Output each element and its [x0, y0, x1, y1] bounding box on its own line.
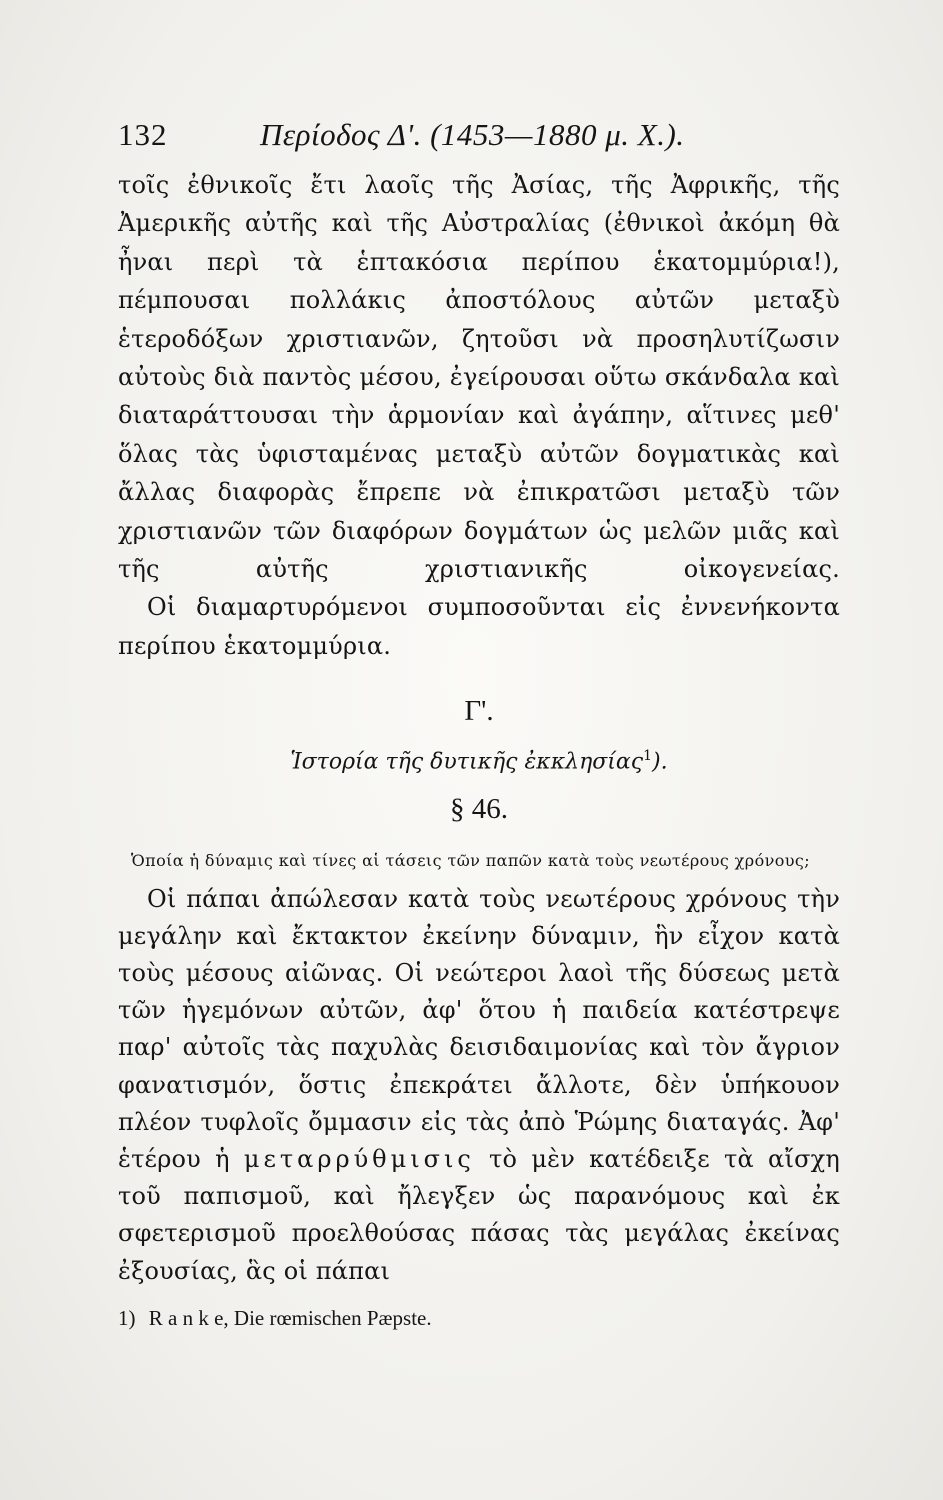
section-question: Ὁποία ἡ δύναμις καὶ τίνες αἱ τάσεις τῶν παπῶν κατὰ τοὺς νεωτέρους χρόνους;: [131, 850, 811, 870]
page-content: [118, 114, 840, 1334]
main-paragraph-text-end: τὸ μὲν κατέδειξε τὰ αἴσχη τοῦ παπισμοῦ, καὶ ἤλεγξεν ὡς παρανόμους καὶ ἐκ σφετερισμοῦ προελθούσας πάσας τὰς μεγάλας ἐκείνας ἐξουσίας, ἃς οἱ πάπαι: [118, 1145, 840, 1285]
footnote-author: R a n k e,: [148, 1305, 229, 1330]
section-title-text: Ἱστορία τῆς δυτικῆς ἐκκλησίας: [290, 749, 644, 775]
page-header: [118, 114, 840, 156]
protestants-paragraph: Οἱ διαμαρτυρόμενοι συμποσοῦνται εἰς ἐννενήκοντα περίπου ἑκατομμύρια.: [118, 593, 840, 660]
section-title: [118, 739, 840, 779]
section-letter: Γ'.: [464, 695, 494, 728]
footnote-title: Die rœmischen Pæpste.: [233, 1305, 432, 1330]
paragraph-number: § 46.: [450, 792, 508, 825]
page-number: 132: [118, 117, 168, 152]
section-title-note-ref: 1: [643, 748, 653, 765]
main-paragraph-text-start: Οἱ πάπαι ἀπώλεσαν κατὰ τοὺς νεωτέρους χρόνους τὴν μεγάλην καὶ ἔκτακτον ἐκείνην δύναμιν, ἣν εἶχον κατὰ τοὺς μέσους αἰῶνας. Οἱ νεώτεροι λαοὶ τῆς δύσεως μετὰ τῶν ἡγεμόνων αὐτῶν, ἀφ' ὅτου ἡ παιδεία κατέστρεψε παρ' αὐτοῖς τὰς παχυλὰς δεισιδαιμονίας καὶ τὸν ἄγριον φανατισμόν, ὅστις ἐπεκράτει ἄλλοτε, δὲν ὑπήκουον πλέον τυφλοῖς ὄμμασιν εἰς τὰς ἀπὸ Ῥώμης διαταγάς. Ἀφ' ἑτέρου ἡ: [118, 884, 840, 1174]
footnote: [118, 1302, 840, 1334]
section-title-end: ).: [652, 749, 668, 775]
continuation-paragraph: τοῖς ἐθνικοῖς ἔτι λαοῖς τῆς Ἀσίας, τῆς Ἀφρικῆς, τῆς Ἀμερικῆς αὐτῆς καὶ τῆς Αὐστραλίας (ἐθνικοὶ ἀκόμη θὰ ἦναι περὶ τὰ ἑπτακόσια περίπου ἑκατομμύρια!), πέμπουσαι πολλάκις ἀποστόλους αὐτῶν μεταξὺ ἑτεροδόξων χριστιανῶν, ζητοῦσι νὰ προσηλυτίζωσιν αὐτοὺς διὰ παντὸς μέσου, ἐγείρουσαι οὕτω σκάνδαλα καὶ διαταράττουσαι τὴν ἁρμονίαν καὶ ἀγάπην, αἵτινες μεθ' ὅλας τὰς ὑφισταμένας μεταξὺ αὐτῶν δογματικὰς καὶ ἄλλας διαφορὰς ἔπρεπε νὰ ἐπικρατῶσι μεταξὺ τῶν χριστιανῶν τῶν διαφόρων δογμάτων ὡς μελῶν μιᾶς καὶ τῆς αὐτῆς χριστιανικῆς οἰκογενείας.: [118, 171, 840, 584]
footnote-mark: 1): [118, 1305, 136, 1330]
running-head: Περίοδος Δ'. (1453—1880 μ. Χ.).: [260, 117, 685, 152]
spaced-emphasis-word: μεταρρύθμισις: [243, 1145, 475, 1174]
main-paragraph: [118, 881, 840, 1290]
